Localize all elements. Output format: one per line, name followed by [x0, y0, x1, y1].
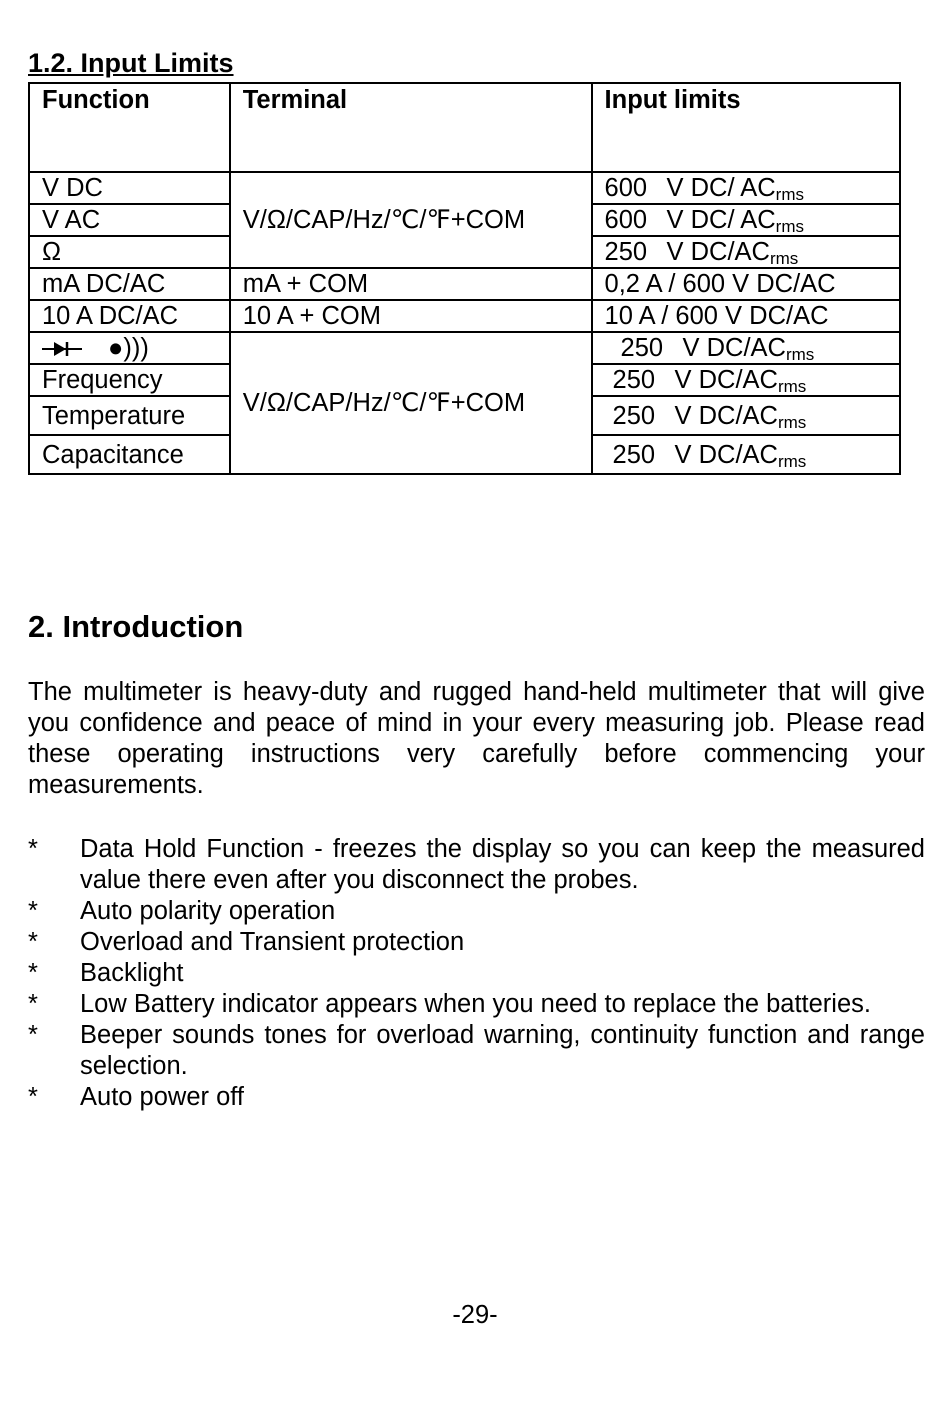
list-item — [28, 834, 925, 896]
function-cell: 10 A DC/AC — [29, 300, 230, 332]
feature-text: Auto polarity operation — [80, 897, 336, 925]
table-row — [29, 300, 900, 332]
bullet-marker: * — [28, 928, 38, 956]
limit-value: 250 — [604, 238, 648, 266]
limit-value: 250 — [612, 440, 656, 469]
limit-cell — [592, 364, 900, 396]
feature-text: Data Hold Function - freezes the display so you can keep the measured value there even after you disconnect the probes. — [80, 835, 925, 894]
terminal-cell: mA + COM — [230, 268, 592, 300]
introduction-paragraph: The multimeter is heavy-duty and rugged hand-held multimeter that will give you confidence and peace of mind in your every measuring job. Please read these operating instructions very carefully before commencing your measurements. — [28, 678, 925, 799]
limit-cell — [592, 236, 900, 268]
feature-text: Backlight — [80, 959, 184, 987]
function-cell: Capacitance — [29, 435, 230, 474]
limit-subscript: rms — [777, 451, 807, 471]
limit-unit: V DC/ AC — [666, 206, 776, 234]
continuity-symbol: ●))) — [108, 334, 149, 362]
limit-value: 250 — [620, 334, 664, 362]
limit-subscript: rms — [777, 412, 807, 432]
limit-cell — [592, 204, 900, 236]
terminal-cell: V/Ω/CAP/Hz/℃/℉+COM — [230, 332, 592, 474]
function-cell: Temperature — [29, 396, 230, 435]
limit-unit: V DC/AC — [674, 366, 778, 394]
page-number: -29- — [452, 1301, 498, 1329]
limit-cell: 0,2 A / 600 V DC/AC — [592, 268, 900, 300]
table-row — [29, 332, 900, 364]
feature-text: Beeper sounds tones for overload warning, continuity function and range selection. — [80, 1021, 925, 1080]
function-cell: V AC — [29, 204, 230, 236]
list-item — [28, 927, 925, 958]
table-row — [29, 268, 900, 300]
limit-subscript: rms — [775, 217, 804, 236]
limit-unit: V DC/AC — [666, 238, 770, 266]
feature-text: Overload and Transient protection — [80, 928, 465, 956]
section-title: 1.2. Input Limits — [28, 48, 234, 78]
limit-subscript: rms — [777, 377, 807, 396]
bullet-marker: * — [28, 897, 38, 925]
function-cell — [29, 332, 230, 364]
bullet-marker: * — [28, 959, 38, 987]
table-header-row — [29, 83, 900, 172]
list-item — [28, 1020, 925, 1082]
limit-unit: V DC/AC — [674, 401, 778, 430]
list-item — [28, 989, 925, 1020]
list-item — [28, 896, 925, 927]
list-item — [28, 958, 925, 989]
bullet-marker: * — [28, 1083, 38, 1111]
feature-text: Auto power off — [80, 1083, 244, 1111]
limit-value: 600 — [604, 206, 648, 234]
limit-subscript: rms — [769, 249, 799, 268]
terminal-cell: V/Ω/CAP/Hz/℃/℉+COM — [230, 172, 592, 268]
header-input-limits: Input limits — [592, 83, 900, 172]
feature-text: Low Battery indicator appears when you need to replace the batteries. — [80, 990, 871, 1018]
bullet-marker: * — [28, 835, 38, 863]
bullet-marker: * — [28, 990, 38, 1018]
limit-value: 250 — [612, 401, 656, 430]
limit-subscript: rms — [785, 345, 815, 364]
limit-value: 250 — [612, 366, 656, 394]
limit-subscript: rms — [775, 185, 804, 204]
limit-cell: 10 A / 600 V DC/AC — [592, 300, 900, 332]
function-cell: Ω — [29, 236, 230, 268]
terminal-cell: 10 A + COM — [230, 300, 592, 332]
input-limits-table — [28, 82, 901, 475]
function-cell: mA DC/AC — [29, 268, 230, 300]
limit-unit: V DC/ AC — [666, 174, 776, 202]
limit-cell — [592, 172, 900, 204]
diode-icon — [42, 340, 82, 358]
feature-list — [28, 834, 925, 1113]
limit-cell — [592, 396, 900, 435]
header-terminal: Terminal — [230, 83, 592, 172]
limit-cell — [592, 332, 900, 364]
function-cell: V DC — [29, 172, 230, 204]
limit-unit: V DC/AC — [674, 440, 778, 469]
limit-value: 600 — [604, 174, 648, 202]
limit-unit: V DC/AC — [682, 334, 786, 362]
function-cell: Frequency — [29, 364, 230, 396]
bullet-marker: * — [28, 1021, 38, 1049]
introduction-heading: 2. Introduction — [28, 609, 244, 644]
header-function: Function — [29, 83, 230, 172]
limit-cell — [592, 435, 900, 474]
table-row — [29, 172, 900, 204]
list-item — [28, 1082, 925, 1113]
